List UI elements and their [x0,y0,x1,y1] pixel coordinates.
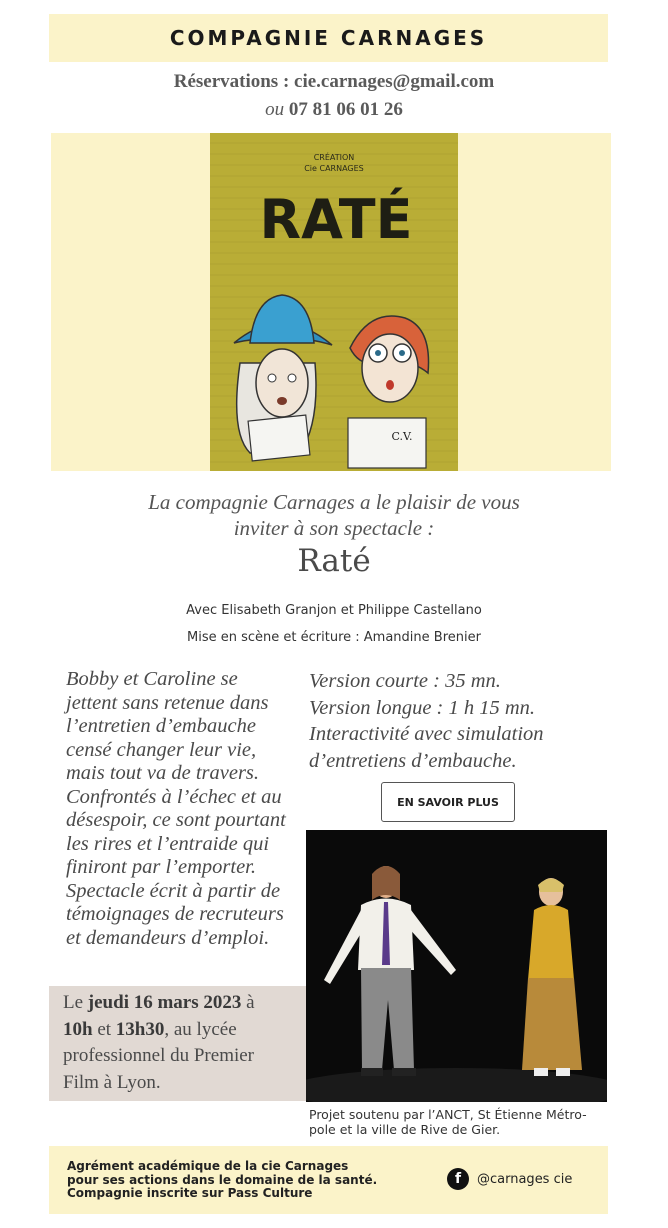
synopsis-line: Spectacle écrit à partir de [66,879,281,902]
event-details [49,986,319,1101]
cast-credit: Avec Elisabeth Granjon et Philippe Castellano [186,603,482,618]
show-title: Raté [297,543,371,579]
photo-caption [309,1107,614,1137]
poster-creation-1: CRÉATION [313,153,355,162]
synopsis-line: jettent sans retenue dans [66,691,269,714]
synopsis-line: les rires et l’entraide qui [66,832,270,855]
versions [309,668,609,774]
reservations-block [0,68,668,124]
version-line: d’entretiens d’embauche. [309,749,517,772]
synopsis [66,668,306,950]
synopsis-line: mais tout va de travers. [66,762,260,784]
footer-line-1: Agrément académique de la cie Carnages [67,1159,349,1173]
direction-credit: Mise en scène et écriture : Amandine Brenier [187,630,481,645]
intro-line-2: inviter à son spectacle : [233,516,435,540]
synopsis-line: censé changer leur vie, [66,738,257,761]
synopsis-line: Bobby et Caroline se [66,668,238,690]
poster-title: RATÉ [259,188,413,251]
footer-line-2: pour ses actions dans le domaine de la santé. [67,1172,378,1187]
intro-text [0,489,668,541]
event-date: jeudi 16 mars 2023 [87,992,242,1013]
version-line: Version courte : 35 mn. [309,670,501,692]
event-line-3: professionnel du Premier [63,1045,255,1066]
caption-line-2: pole et la ville de Rive de Gier. [309,1122,501,1137]
intro-line-1: La compagnie Carnages a le plaisir de vous [148,490,520,514]
version-line: Interactivité avec simulation [309,723,544,745]
stage-photo [306,830,607,1102]
synopsis-line: finiront par l’emporter. [66,856,257,878]
event-line-2 [63,1017,305,1044]
header-banner [49,14,608,62]
version-line: Version longue : 1 h 15 mn. [309,696,536,719]
event-text: , au lycée [164,1018,237,1040]
event-text: Le [63,992,88,1013]
event-text: et [92,1018,116,1040]
footer-text [67,1160,377,1201]
poster-creation-2: Cie CARNAGES [304,164,364,173]
phone-number[interactable]: 07 81 06 01 26 [288,99,403,120]
facebook-icon[interactable]: f [447,1168,469,1190]
footer-line-3: Compagnie inscrite sur Pass Culture [67,1186,313,1200]
event-time-2: 13h30 [115,1018,165,1040]
synopsis-line: témoignages de recruteurs [66,903,284,925]
event-text: à [241,992,255,1013]
poster-image [210,133,458,471]
ou-text: ou [265,99,285,120]
facebook-handle[interactable]: @carnages cie [477,1171,573,1187]
synopsis-line: Confrontés à l’échec et au [66,785,282,808]
event-line-4: Film à Lyon. [63,1071,161,1093]
synopsis-line: et demandeurs d’emploi. [66,926,270,949]
reservations-phone-line [0,96,668,124]
synopsis-line: l’entretien d’embauche [66,715,256,737]
company-title: COMPAGNIE CARNAGES [169,26,488,50]
facebook-link[interactable] [447,1168,572,1190]
reservations-email[interactable]: Réservations : cie.carnages@gmail.com [173,71,495,92]
footer [49,1146,608,1214]
poster-cv: C.V. [391,430,413,443]
event-line-1 [63,990,305,1017]
caption-line-1: Projet soutenu par l’ANCT, St Étienne Métro- [309,1107,587,1122]
event-time-1: 10h [63,1018,93,1040]
synopsis-line: désespoir, ce sont pourtant [66,809,286,831]
learn-more-button[interactable]: EN SAVOIR PLUS [381,782,515,822]
